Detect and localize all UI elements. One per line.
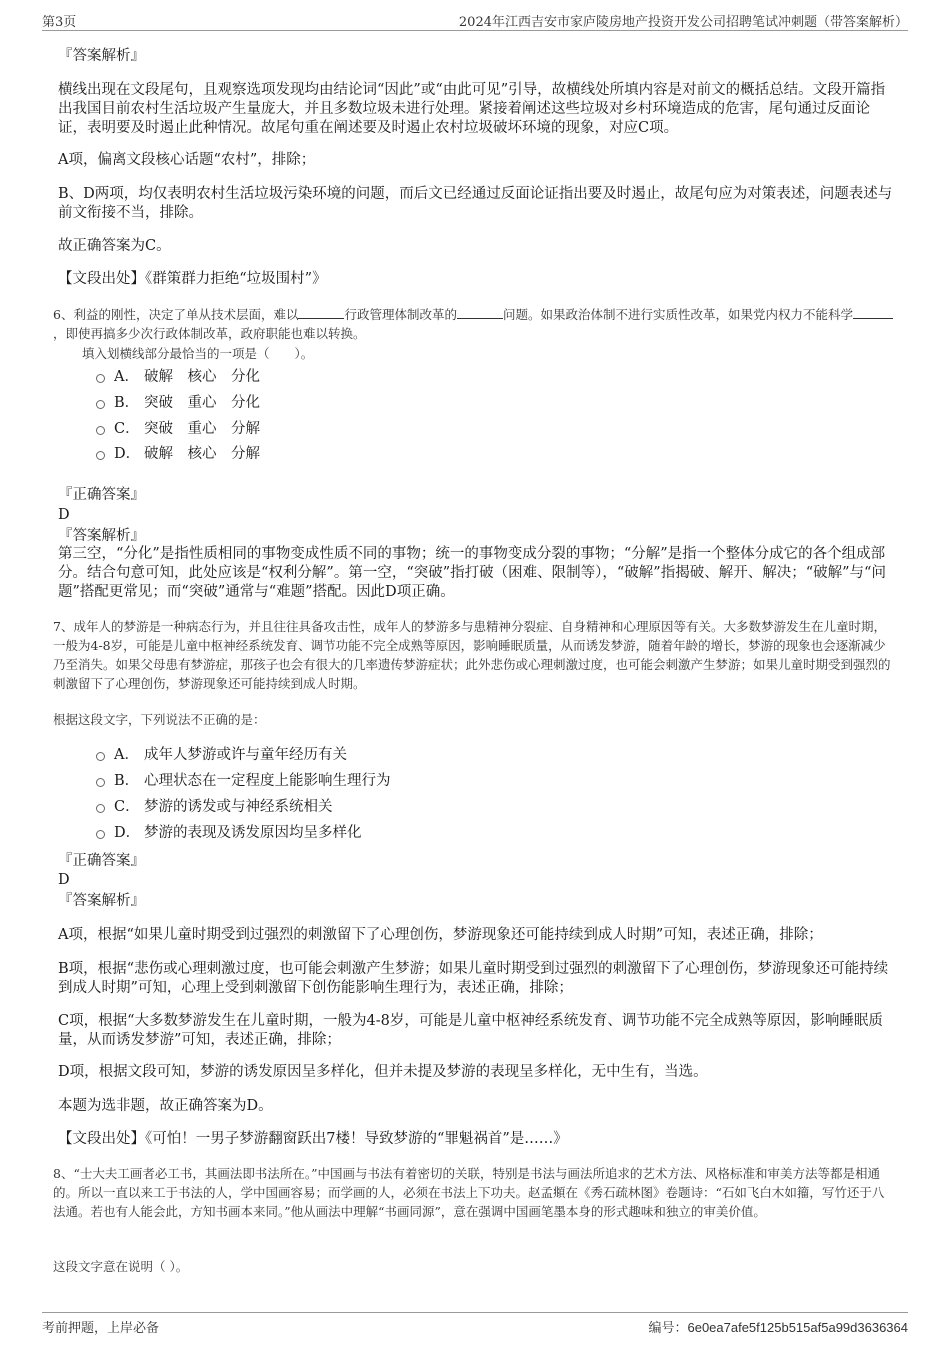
q7-analysis-a: A项，根据“如果儿童时期受到过强烈的刺激留下了心理创伤，梦游现象还可能持续到成人时期”可知，表述正确，排除； <box>58 927 823 943</box>
q7-option-c[interactable]: C． 梦游的诱发或与神经系统相关 <box>96 797 333 817</box>
q7-option-a[interactable]: A． 成年人梦游或许与童年经历有关 <box>96 745 347 765</box>
q6-blank-3 <box>853 306 893 319</box>
q7-analysis-d: D项，根据文段可知，梦游的诱发原因呈多样化，但并未提及梦游的表现呈多样化，无中生有，当选。 <box>58 1064 708 1080</box>
radio-icon[interactable] <box>96 374 105 383</box>
q6-option-b[interactable]: B． 突破 重心 分化 <box>96 393 260 413</box>
q6-option-d[interactable]: D． 破解 核心 分解 <box>96 444 260 464</box>
q6-option-a[interactable]: A． 破解 核心 分化 <box>96 367 260 387</box>
q5-analysis-p2: A项，偏离文段核心话题“农村”，排除； <box>58 152 316 168</box>
q6-stem: 6、利益的刚性，决定了单从技术层面，难以 行政管理体制改革的 问题。如果政治体制不进行实质性改革，如果党内权力不能科学，即使再搞多少次行政体制改革，政府职能也难以转换。 <box>53 305 895 343</box>
q7-analysis-conclusion: 本题为选非题，故正确答案为D。 <box>58 1098 273 1114</box>
q7-option-d[interactable]: D． 梦游的表现及诱发原因均呈多样化 <box>96 823 362 843</box>
q5-analysis-p3: B、D两项，均仅表明农村生活垃圾污染环境的问题，而后文已经通过反面论证指出要及时遏止，故尾句应为对策表述，问题表述与前文衔接不当，排除。 <box>58 186 893 221</box>
q6-answer-label: 『正确答案』 <box>58 487 145 503</box>
q7-analysis-b: B项，根据“悲伤或心理刺激过度，也可能会刺激产生梦游；如果儿童时期受到过强烈的刺激留下了心理创伤，梦游现象还可能持续到成人时期”可知，心理上受到刺激留下创伤能影响生理行为，表述正确，排除； <box>58 961 889 996</box>
radio-icon[interactable] <box>96 426 105 435</box>
footer-slogan: 考前押题，上岸必备 <box>42 1321 160 1336</box>
q8-stem: 8、“士大夫工画者必工书，其画法即书法所在。”中国画与书法有着密切的关联，特别是书法与画法所追求的艺术方法、风格标准和审美方法等都是相通的。所以一直以来工于书法的人，学中国画容易；而学画的人，必须在书法上下功夫。赵孟頫在《秀石疏林图》卷题诗：“石如飞白木如籀，写竹还于八法通。若也有人能会此，方知书画本来同。”他从画法中理解“书画同源”，意在强调中国画笔墨本身的形式趣味和独立的审美价值。 <box>53 1166 885 1219</box>
q7-analysis-c: C项，根据“大多数梦游发生在儿童时期，一般为4-8岁，可能是儿童中枢神经系统发育、调节功能不完全成熟等原因，影响睡眠质量，从而诱发梦游”可知，表述正确，排除； <box>58 1013 883 1048</box>
radio-icon[interactable] <box>96 400 105 409</box>
q5-analysis-p4: 故正确答案为C。 <box>58 238 171 254</box>
q6-prompt: 填入划横线部分最恰当的一项是（ ）。 <box>82 346 314 361</box>
q6-analysis-label: 『答案解析』 <box>58 528 145 544</box>
page-number: 第3页 <box>42 15 77 30</box>
q5-analysis-label: 『答案解析』 <box>58 48 145 64</box>
q6-blank-1 <box>298 306 344 319</box>
q6-option-c[interactable]: C． 突破 重心 分解 <box>96 419 260 439</box>
radio-icon[interactable] <box>96 752 105 761</box>
radio-icon[interactable] <box>96 804 105 813</box>
q7-source: 【文段出处】《可怕！一男子梦游翻窗跃出7楼！导致梦游的“罪魁祸首”是……》 <box>58 1131 568 1147</box>
q7-option-b[interactable]: B． 心理状态在一定程度上能影响生理行为 <box>96 771 391 791</box>
q7-analysis-label: 『答案解析』 <box>58 893 145 909</box>
q8-prompt: 这段文字意在说明（ ）。 <box>53 1259 189 1274</box>
footer-code: 编号：6e0ea7afe5f125b515af5a99d3636364 <box>648 1320 908 1336</box>
q6-blank-2 <box>457 306 503 319</box>
radio-icon[interactable] <box>96 830 105 839</box>
q6-analysis: 第三空，“分化”是指性质相同的事物变成性质不同的事物；统一的事物变成分裂的事物；“分解”是指一个整体分成它的各个组成部分。结合句意可知，此处应该是“权利分解”。第一空，“突破”指打破（困难、限制等），“破解”指揭破、解开、解决；“破解”与“问题”搭配更常见；而“突破”通常与“难题”搭配。因此D项正确。 <box>58 546 886 600</box>
q7-answer: D <box>58 872 70 888</box>
page-header <box>42 8 908 31</box>
q5-source: 【文段出处】《群策群力拒绝“垃圾围村”》 <box>58 271 327 287</box>
q5-analysis-p1: 横线出现在文段尾句，且观察选项发现均由结论词“因此”或“由此可见”引导，故横线处所填内容是对前文的概括总结。文段开篇指出我国目前农村生活垃圾产生量庞大，并且多数垃圾未进行处理。紧接着阐述这些垃圾对乡村环境造成的危害，尾句通过反面论证，表明要及时遏止此种情况。故尾句重在阐述要及时遏止农村垃圾破坏环境的现象，对应C项。 <box>58 82 886 136</box>
radio-icon[interactable] <box>96 451 105 460</box>
document-title: 2024年江西吉安市家庐陵房地产投资开发公司招聘笔试冲刺题（带答案解析） <box>458 15 908 30</box>
q6-answer: D <box>58 507 70 523</box>
q7-stem: 7、成年人的梦游是一种病态行为，并且往往具备攻击性，成年人的梦游多与患精神分裂症、自身精神和心理原因等有关。大多数梦游发生在儿童时期，一般为4-8岁，可能是儿童中枢神经系统发育、调节功能不完全成熟等原因，影响睡眠质量，从而诱发梦游，随着年龄的增长，梦游的现象也会逐渐减少乃至消失。如果父母患有梦游症，那孩子也会有很大的几率遗传梦游症状；此外悲伤或心理刺激过度，也可能会刺激产生梦游；如果儿童时期受到强烈的刺激留下了心理创伤，梦游现象还可能持续到成人时期。 <box>53 619 891 691</box>
page-footer <box>42 1312 908 1339</box>
q7-answer-label: 『正确答案』 <box>58 853 145 869</box>
q7-prompt: 根据这段文字，下列说法不正确的是： <box>53 712 266 727</box>
radio-icon[interactable] <box>96 778 105 787</box>
